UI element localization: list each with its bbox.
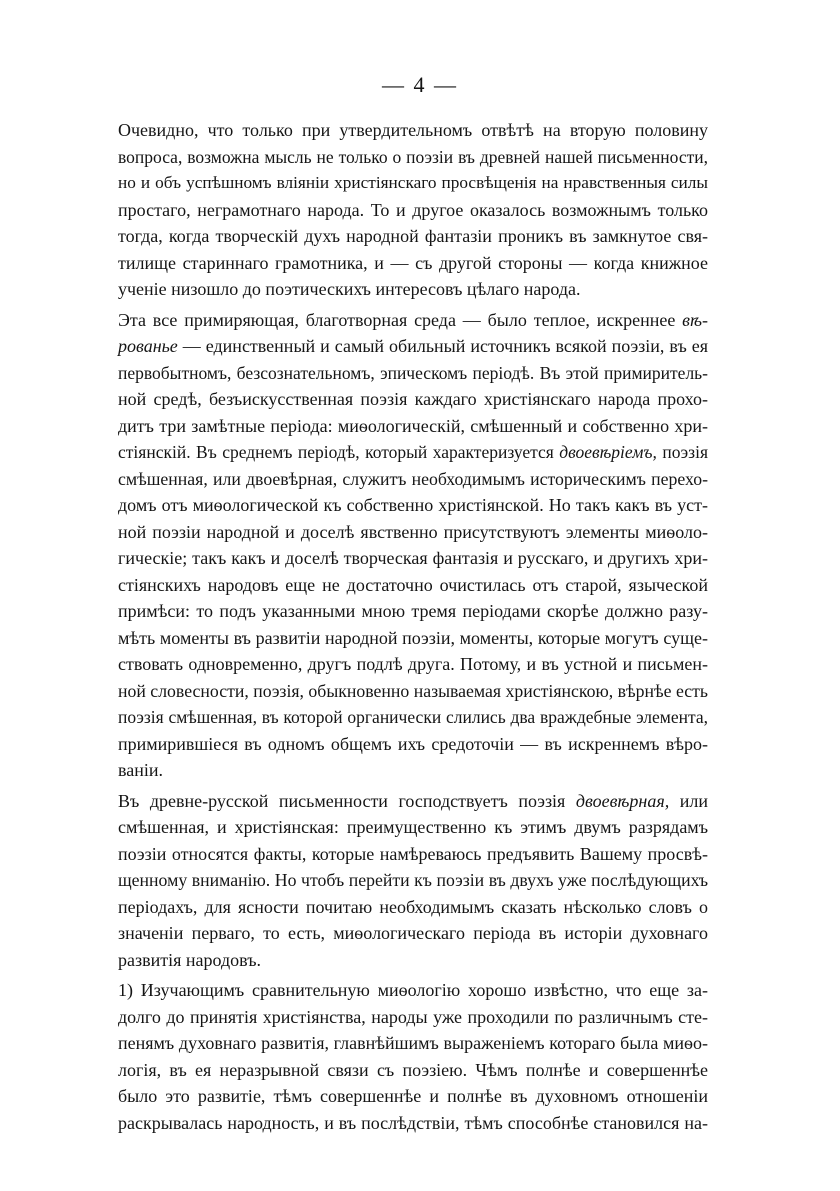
text-line: рованье — единственный и самый обильный источникъ всякой поэзіи, въ ея [118, 336, 708, 356]
text-line: примѣси: то подъ указанными мною тремя періодами скорѣе должно разу- [118, 601, 708, 621]
text-line: долго до принятія христіянства, народы уже проходили по различнымъ сте- [118, 1006, 708, 1027]
text-line: простаго, неграмотнаго народа. То и другое оказалось возможнымъ только [118, 199, 708, 220]
text-line: ной словесности, поэзія, обыкновенно называемая христіянскою, вѣрнѣе есть [118, 680, 709, 701]
text-line: періодахъ, для ясности почитаю необходимымъ сказать нѣсколько словъ о [118, 896, 708, 917]
text-line: мѣть моменты въ развитіи народной поэзіи, моменты, которые могутъ суще- [118, 627, 708, 648]
text-line: щенному вниманію. Но чтобъ перейти къ поэзіи въ двухъ уже послѣдующихъ [118, 870, 708, 890]
text-line: домъ отъ миѳологической къ собственно христіянской. Но такъ какъ въ уст- [118, 495, 708, 515]
text-line: ствовать одновременно, другъ подлѣ друга. Потому, и въ устной и письмен- [118, 654, 708, 674]
text-line: стіянскій. Въ среднемъ періодѣ, который характеризуется двоевѣріемъ, поэзія [118, 442, 708, 462]
text-line: ной поэзіи народной и доселѣ явственно присутствуютъ элементы миѳоло- [118, 521, 708, 542]
text-line: Эта все примиряющая, благотворная среда — было теплое, искреннее вѣ- [118, 309, 708, 330]
text-line: ваніи. [118, 760, 164, 780]
text-line: Очевидно, что только при утвердительномъ отвѣтѣ на вторую половину [118, 120, 708, 140]
text-line: вопроса, возможна мысль не только о поэзіи въ древней нашей письменности, [118, 146, 708, 167]
page-number: — 4 — [382, 72, 458, 97]
text-line: примирившіеся въ одномъ общемъ ихъ средоточіи — въ искреннемъ вѣро- [118, 733, 708, 754]
text-line: значеніи перваго, то есть, миѳологическаго періода въ исторіи духовнаго [118, 923, 708, 943]
text-line: ученіе низошло до поэтическихъ интересовъ цѣлаго народа. [118, 279, 581, 299]
text-line: 1) Изучающимъ сравнительную миѳологію хорошо извѣстно, что еще за- [118, 980, 708, 1000]
text-line: гическіе; такъ какъ и доселѣ творческая фантазія и русскаго, и другихъ хри- [118, 548, 708, 568]
body-text [118, 117, 708, 1136]
text-line: ной средѣ, безъискусственная поэзія каждаго христіянскаго народа прохо- [118, 389, 708, 409]
text-line: смѣшенная, или двоевѣрная, служитъ необходимымъ историческимъ перехо- [118, 468, 708, 489]
text-line: было это развитіе, тѣмъ совершеннѣе и полнѣе въ духовномъ отношеніи [118, 1086, 708, 1106]
text-line: дитъ три замѣтные періода: миѳологическій, смѣшенный и собственно хри- [118, 415, 708, 436]
text-line: поэзія смѣшенная, въ которой органически слились два враждебные элемента, [118, 707, 708, 727]
text-line: но и объ успѣшномъ вліяніи христіянскаго просвѣщенія на нравственныя силы [118, 173, 708, 192]
text-line: стіянскихъ народовъ еще не достаточно очистилась отъ старой, языческой [118, 574, 708, 595]
text-line: первобытномъ, безсознательномъ, эпическомъ періодѣ. Въ этой примиритель- [118, 362, 708, 383]
text-line: поэзіи относятся факты, которые намѣреваюсь предъявить Вашему просвѣ- [118, 843, 708, 864]
text-line: логія, въ ея неразрывной связи съ поэзіею. Чѣмъ полнѣе и совершеннѣе [118, 1059, 708, 1080]
text-line: смѣшенная, и христіянская: преимущественно къ этимъ двумъ разрядамъ [118, 817, 708, 837]
text-line: Въ древне-русской письменности господствуетъ поэзія двоевѣрная, или [118, 790, 709, 811]
text-line: раскрывалась народность, и въ послѣдствіи, тѣмъ способнѣе становился на- [118, 1112, 708, 1133]
text-line: тогда, когда творческій духъ народной фантазіи проникъ въ замкнутое свя- [118, 226, 708, 246]
text-line: тилище стариннаго грамотника, и — съ другой стороны — когда книжное [118, 252, 708, 273]
text-line: развитія народовъ. [118, 949, 261, 970]
text-line: пенямъ духовнаго развитія, главнѣйшимъ выраженіемъ котораго была миѳо- [118, 1033, 708, 1053]
